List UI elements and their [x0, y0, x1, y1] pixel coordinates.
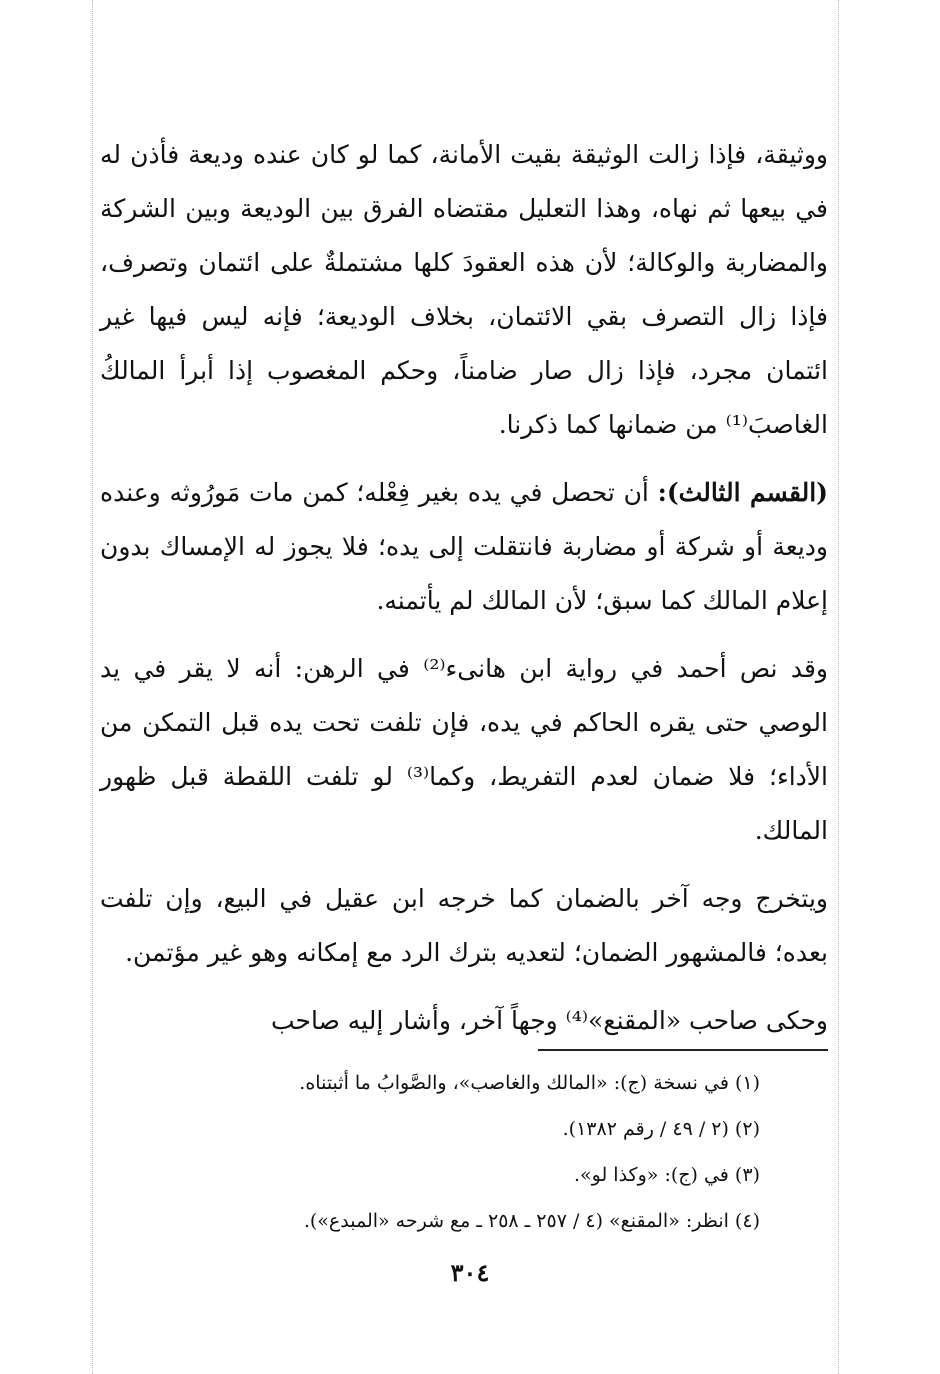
page-body	[100, 128, 828, 1062]
paragraph-3: وقد نص أحمد في رواية ابن هانىء⁽²⁾ في الرهن: أنه لا يقر في يد الوصي حتى يقره الحاكم في يده، فإن تلفت تحت يده قبل التمكن من الأداء؛ فلا ضمان لعدم التفريط، وكما⁽³⁾ لو تلفت اللقطة قبل ظهور المالك.	[100, 654, 828, 845]
footnote-separator	[538, 1049, 828, 1051]
paragraph-2	[100, 466, 828, 628]
page-number: ٣٠٤	[450, 1258, 490, 1287]
paragraph-5: وحكى صاحب «المقنع»⁽⁴⁾ وجهاً آخر، وأشار إليه صاحب	[270, 1006, 828, 1035]
paragraph-1: ووثيقة، فإذا زالت الوثيقة بقيت الأمانة، كما لو كان عنده وديعة فأذن له في بيعها ثم نهاه، وهذا التعليل مقتضاه الفرق بين الوديعة وبين الشركة والمضاربة والوكالة؛ لأن هذه العقودَ كلها مشتملةٌ على ائتمان وتصرف، فإذا زال التصرف بقي الائتمان، بخلاف الوديعة؛ فإنه ليس فيها غير ائتمان مجرد، فإذا زال صار ضامناً، وحكم المغصوب إذا أبرأ المالكُ الغاصبَ⁽¹⁾ من ضمانها كما ذكرنا.	[100, 140, 828, 439]
footnote-3: (٣) في (ج): «وكذا لو».	[574, 1164, 760, 1186]
body-text	[100, 128, 828, 1048]
paragraph-4: ويتخرج وجه آخر بالضمان كما خرجه ابن عقيل في البيع، وإن تلفت بعده؛ فالمشهور الضمان؛ لتعديه بترك الرد مع إمكانه وهو غير مؤتمن.	[100, 884, 828, 967]
scan-margin-guide-right	[838, 0, 839, 1374]
section-heading: (القسم الثالث):	[657, 478, 828, 507]
scan-margin-guide-left	[92, 0, 93, 1374]
footnote-2: (٢) (٢ / ٤٩ / رقم ١٣٨٢).	[562, 1118, 760, 1140]
footnote-4: (٤) انظر: «المقنع» (٤ / ٢٥٧ ـ ٢٥٨ ـ مع شرحه «المبدع»).	[303, 1210, 760, 1232]
footnotes	[200, 1060, 760, 1244]
footnote-1: (١) في نسخة (ج): «المالك والغاصب»، والصَّوابُ ما أثبتناه.	[299, 1072, 760, 1094]
paragraph-2-text: أن تحصل في يده بغير فِعْله؛ كمن مات مَورُوثه وعنده وديعة أو شركة أو مضاربة فانتقلت إلى يده؛ فلا يجوز له الإمساك بدون إعلام المالك كما سبق؛ لأن المالك لم يأتمنه.	[100, 478, 828, 615]
